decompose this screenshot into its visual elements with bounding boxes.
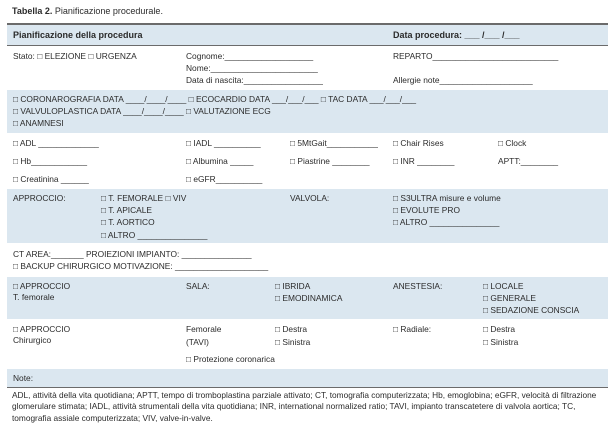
lab-albumina[interactable]: □ Albumina _____ — [186, 156, 254, 166]
backup-chirurgico-line[interactable]: □ BACKUP CHIRURGICO MOTIVAZIONE: ____________________ — [13, 261, 269, 271]
exams-line-1[interactable]: □ CORONAROGRAFIA DATA ____/____/____ □ ECOCARDIO DATA ___/___/___ □ TAC DATA ___/___/___ — [13, 94, 417, 104]
note-band — [7, 369, 608, 387]
lab-egfr[interactable]: □ eGFR__________ — [186, 174, 263, 184]
valvola-option-s3ultra[interactable]: □ S3ULTRA misure e volume — [393, 193, 501, 203]
lab-chair-rises[interactable]: □ Chair Rises — [393, 138, 444, 148]
nome-field[interactable]: Nome:_______________________ — [186, 63, 318, 73]
approccio-chirurgico-text: Chirurgico — [13, 335, 52, 345]
exams-line-2[interactable]: □ VALVULOPLASTICA DATA ____/____/____ □ VALUTAZIONE ECG — [13, 106, 271, 116]
femorale-tavi-sub: (TAVI) — [186, 337, 209, 347]
nascita-field[interactable]: Data di nascita:_________________ — [186, 75, 323, 85]
ct-area-line[interactable]: CT AREA:_______ PROIEZIONI IMPIANTO: _______________ — [13, 249, 252, 259]
approccio-label: APPROCCIO: — [13, 193, 66, 203]
radiale-label[interactable]: □ Radiale: — [393, 324, 432, 334]
header-rule — [7, 45, 608, 46]
femorale-option-destra[interactable]: □ Destra — [275, 324, 308, 334]
approccio-option-altro[interactable]: □ ALTRO _______________ — [101, 230, 208, 240]
radiale-option-destra[interactable]: □ Destra — [483, 324, 516, 334]
bottom-rule — [7, 387, 608, 388]
table-caption-label: Tabella 2. — [12, 6, 53, 16]
femorale-tavi-label: Femorale — [186, 324, 222, 334]
sala-label: SALA: — [186, 281, 210, 291]
header-title: Pianificazione della procedura — [13, 30, 143, 40]
lab-adl[interactable]: □ ADL _____________ — [13, 138, 99, 148]
table-caption-text: Pianificazione procedurale. — [54, 6, 163, 16]
approccio-option-apicale[interactable]: □ T. APICALE — [101, 205, 152, 215]
radiale-option-sinistra[interactable]: □ Sinistra — [483, 337, 519, 347]
approccio-chirurgico-check[interactable]: □ APPROCCIO — [13, 324, 71, 334]
valvola-option-evolute[interactable]: □ EVOLUTE PRO — [393, 205, 460, 215]
exams-line-3[interactable]: □ ANAMNESI — [13, 118, 64, 128]
lab-5mtgait[interactable]: □ 5MtGait___________ — [290, 138, 378, 148]
approccio-femorale-text: T. femorale — [13, 292, 55, 302]
cognome-field[interactable]: Cognome:___________________ — [186, 51, 314, 61]
allergie-field[interactable]: Allergie note____________________ — [393, 75, 533, 85]
sala-option-ibrida[interactable]: □ IBRIDA — [275, 281, 311, 291]
table-caption — [12, 6, 163, 17]
approccio-femorale-check[interactable]: □ APPROCCIO — [13, 281, 71, 291]
anestesia-option-locale[interactable]: □ LOCALE — [483, 281, 524, 291]
valvola-label: VALVOLA: — [290, 193, 330, 203]
lab-piastrine[interactable]: □ Piastrine ________ — [290, 156, 370, 166]
lab-clock[interactable]: □ Clock — [498, 138, 527, 148]
sala-option-emodinamica[interactable]: □ EMODINAMICA — [275, 293, 343, 303]
stato-field[interactable]: Stato: □ ELEZIONE □ URGENZA — [13, 51, 137, 61]
lab-iadl[interactable]: □ IADL __________ — [186, 138, 261, 148]
anestesia-option-sedazione[interactable]: □ SEDAZIONE CONSCIA — [483, 305, 580, 315]
anestesia-label: ANESTESIA: — [393, 281, 443, 291]
header-date: Data procedura: ___ /___ /___ — [393, 30, 520, 40]
footnote: ADL, attività della vita quotidiana; APTT, tempo di tromboplastina parziale attivato; CT, tomografia computerizzata; Hb, emoglobina; eGFR, velocità di filtrazione glomerulare stimata; IADL, attività strumentali della vita quotidiana; INR, international normalized ratio; TAVI, impianto transcatetere di valvola aortica; TC, tomografia assiale computerizzata; VIV, valve-in-valve. — [12, 390, 597, 423]
protezione-coronarica[interactable]: □ Protezione coronarica — [186, 354, 275, 364]
valvola-option-altro[interactable]: □ ALTRO _______________ — [393, 217, 500, 227]
lab-aptt[interactable]: APTT:________ — [498, 156, 559, 166]
lab-inr[interactable]: □ INR ________ — [393, 156, 455, 166]
femorale-option-sinistra[interactable]: □ Sinistra — [275, 337, 311, 347]
note-label: Note: — [13, 373, 34, 383]
anestesia-option-generale[interactable]: □ GENERALE — [483, 293, 536, 303]
approccio-option-femorale[interactable]: □ T. FEMORALE □ VIV — [101, 193, 187, 203]
lab-creatinina[interactable]: □ Creatinina ______ — [13, 174, 89, 184]
approccio-option-aortico[interactable]: □ T. AORTICO — [101, 217, 155, 227]
lab-hb[interactable]: □ Hb____________ — [13, 156, 87, 166]
reparto-field[interactable]: REPARTO___________________________ — [393, 51, 559, 61]
